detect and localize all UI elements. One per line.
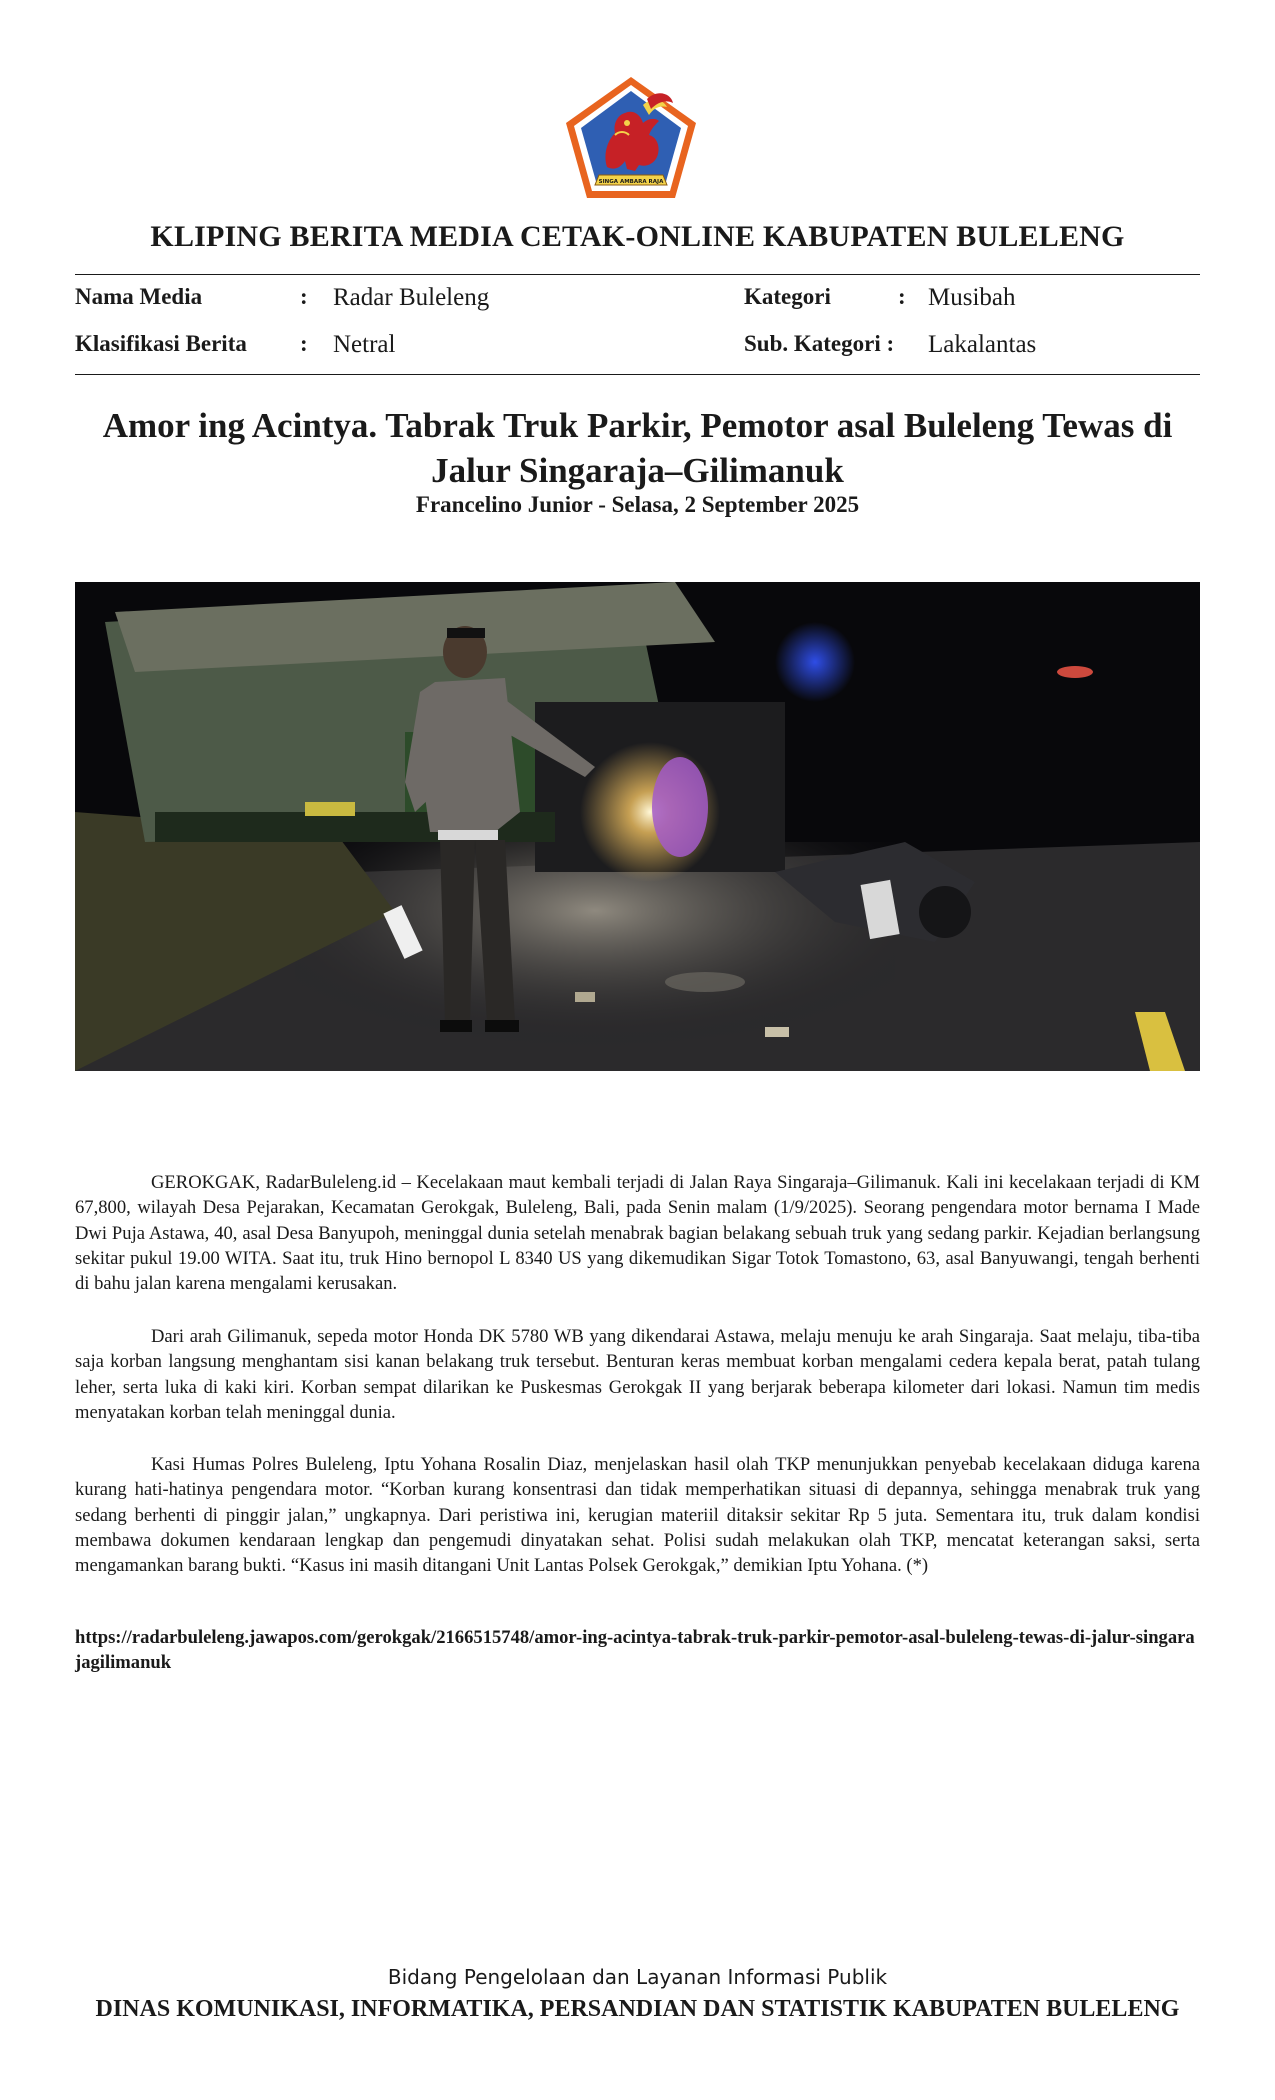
logo-banner-text: SINGA AMBARA RAJA: [598, 179, 664, 185]
media-colon: :: [300, 284, 308, 309]
klasifikasi-colon: :: [300, 331, 308, 356]
sub-kategori-label: Sub. Kategori :: [744, 331, 895, 356]
header-divider-top: [75, 274, 1200, 275]
header-divider-bottom: [75, 374, 1200, 375]
sub-kategori-value: Lakalantas: [928, 331, 1037, 358]
page-title: KLIPING BERITA MEDIA CETAK-ONLINE KABUPATEN BULELENG: [150, 220, 1125, 253]
buleleng-regency-logo: [563, 75, 699, 201]
article-photo: [75, 582, 1200, 1071]
article-byline: Francelino Junior - Selasa, 2 September 2025: [415, 492, 860, 517]
media-value: Radar Buleleng: [333, 284, 490, 311]
kategori-colon: :: [898, 284, 906, 309]
article-paragraph: Kasi Humas Polres Buleleng, Iptu Yohana Rosalin Diaz, menjelaskan hasil olah TKP menunjukkan penyebab kecelakaan diduga karena kurang hati-hatinya pengendara motor. “Korban kurang konsentrasi dan tidak memperhatikan situasi di depannya, sehingga menabrak truk yang sedang berhenti di pinggir jalan,” ungkapnya. Dari peristiwa ini, kerugian materiil ditaksir sekitar Rp 5 juta. Sementara itu, truk dalam kondisi membawa dokumen kendaraan lengkap dan pengemudi dinyatakan sehat. Polisi sudah melakukan olah TKP, mencatat keterangan saksi, serta mengamankan barang bukti. “Kasus ini masih ditangani Unit Lantas Polsek Gerokgak,” demikian Iptu Yohana. (*): [75, 1454, 1200, 1577]
article-paragraph: Dari arah Gilimanuk, sepeda motor Honda DK 5780 WB yang dikendarai Astawa, melaju menuju ke arah Singaraja. Saat melaju, tiba-tiba saja korban langsung menghantam sisi kanan belakang truk tersebut. Benturan keras membuat korban mengalami cedera kepala berat, patah tulang leher, serta luka di kaki kiri. Korban sempat dilarikan ke Puskesmas Gerokgak II yang berjarak beberapa kilometer dari lokasi. Namun tim medis menyatakan korban telah meninggal dunia.: [75, 1326, 1200, 1423]
klasifikasi-label: Klasifikasi Berita: [75, 331, 247, 356]
article-headline: Amor ing Acintya. Tabrak Truk Parkir, Pemotor asal Buleleng Tewas di Jalur Singaraja–Gilimanuk: [102, 406, 1173, 490]
footer-agency: DINAS KOMUNIKASI, INFORMATIKA, PERSANDIAN DAN STATISTIK KABUPATEN BULELENG: [95, 1996, 1180, 2022]
article-paragraph: GEROKGAK, RadarBuleleng.id – Kecelakaan maut kembali terjadi di Jalan Raya Singaraja–Gilimanuk. Kali ini kecelakaan terjadi di KM 67,800, wilayah Desa Pejarakan, Kecamatan Gerokgak, Buleleng, Bali, pada Senin malam (1/9/2025). Seorang pengendara motor bernama I Made Dwi Puja Astawa, 40, asal Desa Banyupoh, meninggal dunia setelah menabrak bagian belakang sebuah truk yang sedang parkir. Kejadian berlangsung sekitar pukul 19.00 WITA. Saat itu, truk Hino bernopol L 8340 US yang dikemudikan Sigar Totok Tomastono, 63, asal Banyuwangi, tengah berhenti di bahu jalan karena mengalami kerusakan.: [75, 1172, 1200, 1295]
footer-department: Bidang Pengelolaan dan Layanan Informasi Publik: [387, 1965, 888, 1989]
kategori-label: Kategori: [744, 284, 831, 309]
kategori-value: Musibah: [928, 284, 1016, 311]
klasifikasi-value: Netral: [333, 331, 396, 358]
media-label: Nama Media: [75, 284, 203, 309]
source-link[interactable]: https://radarbuleleng.jawapos.com/gerokgak/2166515748/amor-ing-acintya-tabrak-truk-parkir-pemotor-asal-buleleng-tewas-di-jalur-singarajagilimanuk: [75, 1627, 1195, 1674]
